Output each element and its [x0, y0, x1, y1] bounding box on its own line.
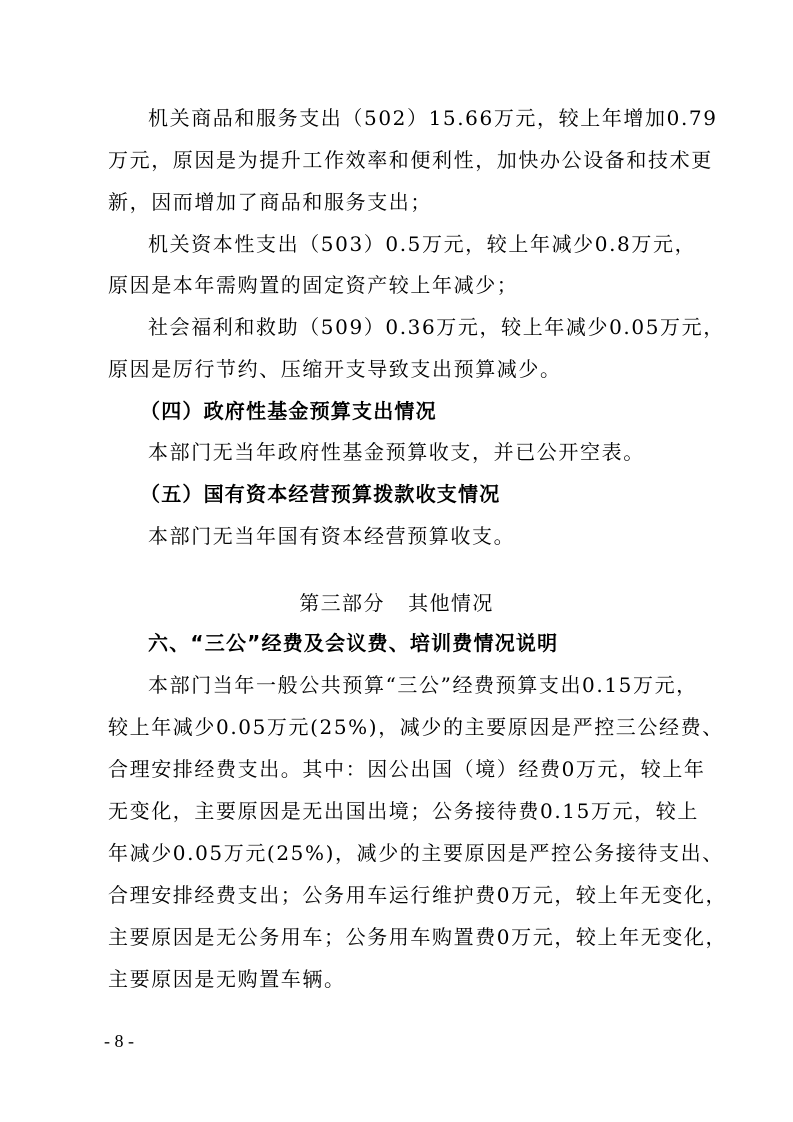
text-line: 无变化，主要原因是无出国出境；公务接待费0.15万元，较上 [108, 799, 699, 823]
part-title: 第三部分 其他情况 [299, 591, 494, 615]
text-line: 本部门当年一般公共预算“三公”经费预算支出0.15万元， [148, 673, 698, 697]
text-line: 合理安排经费支出；公务用车运行维护费0万元，较上年无变化， [108, 883, 728, 907]
text-line: 原因是厉行节约、压缩开支导致支出预算减少。 [108, 357, 562, 381]
section-heading: （五）国有资本经营预算拨款收支情况 [140, 482, 501, 506]
text-line: 主要原因是无公务用车；公务用车购置费0万元，较上年无变化， [108, 925, 728, 949]
section-heading: 六、“三公”经费及会议费、培训费情况说明 [148, 631, 559, 655]
text-line: 机关商品和服务支出（502）15.66万元，较上年增加0.79 [148, 106, 718, 130]
text-line: 社会福利和救助（509）0.36万元，较上年减少0.05万元， [148, 315, 725, 339]
text-line: 本部门无当年政府性基金预算收支，并已公开空表。 [148, 440, 645, 464]
text-line: 主要原因是无购置车辆。 [108, 967, 346, 991]
text-line: 较上年减少0.05万元(25%)，减少的主要原因是严控三公经费、 [108, 715, 724, 739]
text-line: 合理安排经费支出。其中：因公出国（境）经费0万元，较上年 [108, 757, 706, 781]
text-line: 万元，原因是为提升工作效率和便利性，加快办公设备和技术更 [108, 148, 713, 172]
text-line: 机关资本性支出（503）0.5万元，较上年减少0.8万元， [148, 232, 697, 256]
text-line: 本部门无当年国有资本经营预算收支。 [148, 524, 516, 548]
section-heading: （四）政府性基金预算支出情况 [140, 399, 437, 423]
page-number: - 8 - [104, 1031, 134, 1051]
text-line: 新，因而增加了商品和服务支出； [108, 190, 432, 214]
text-line: 原因是本年需购置的固定资产较上年减少； [108, 273, 519, 297]
text-line: 年减少0.05万元(25%)，减少的主要原因是严控公务接待支出、 [108, 841, 724, 865]
